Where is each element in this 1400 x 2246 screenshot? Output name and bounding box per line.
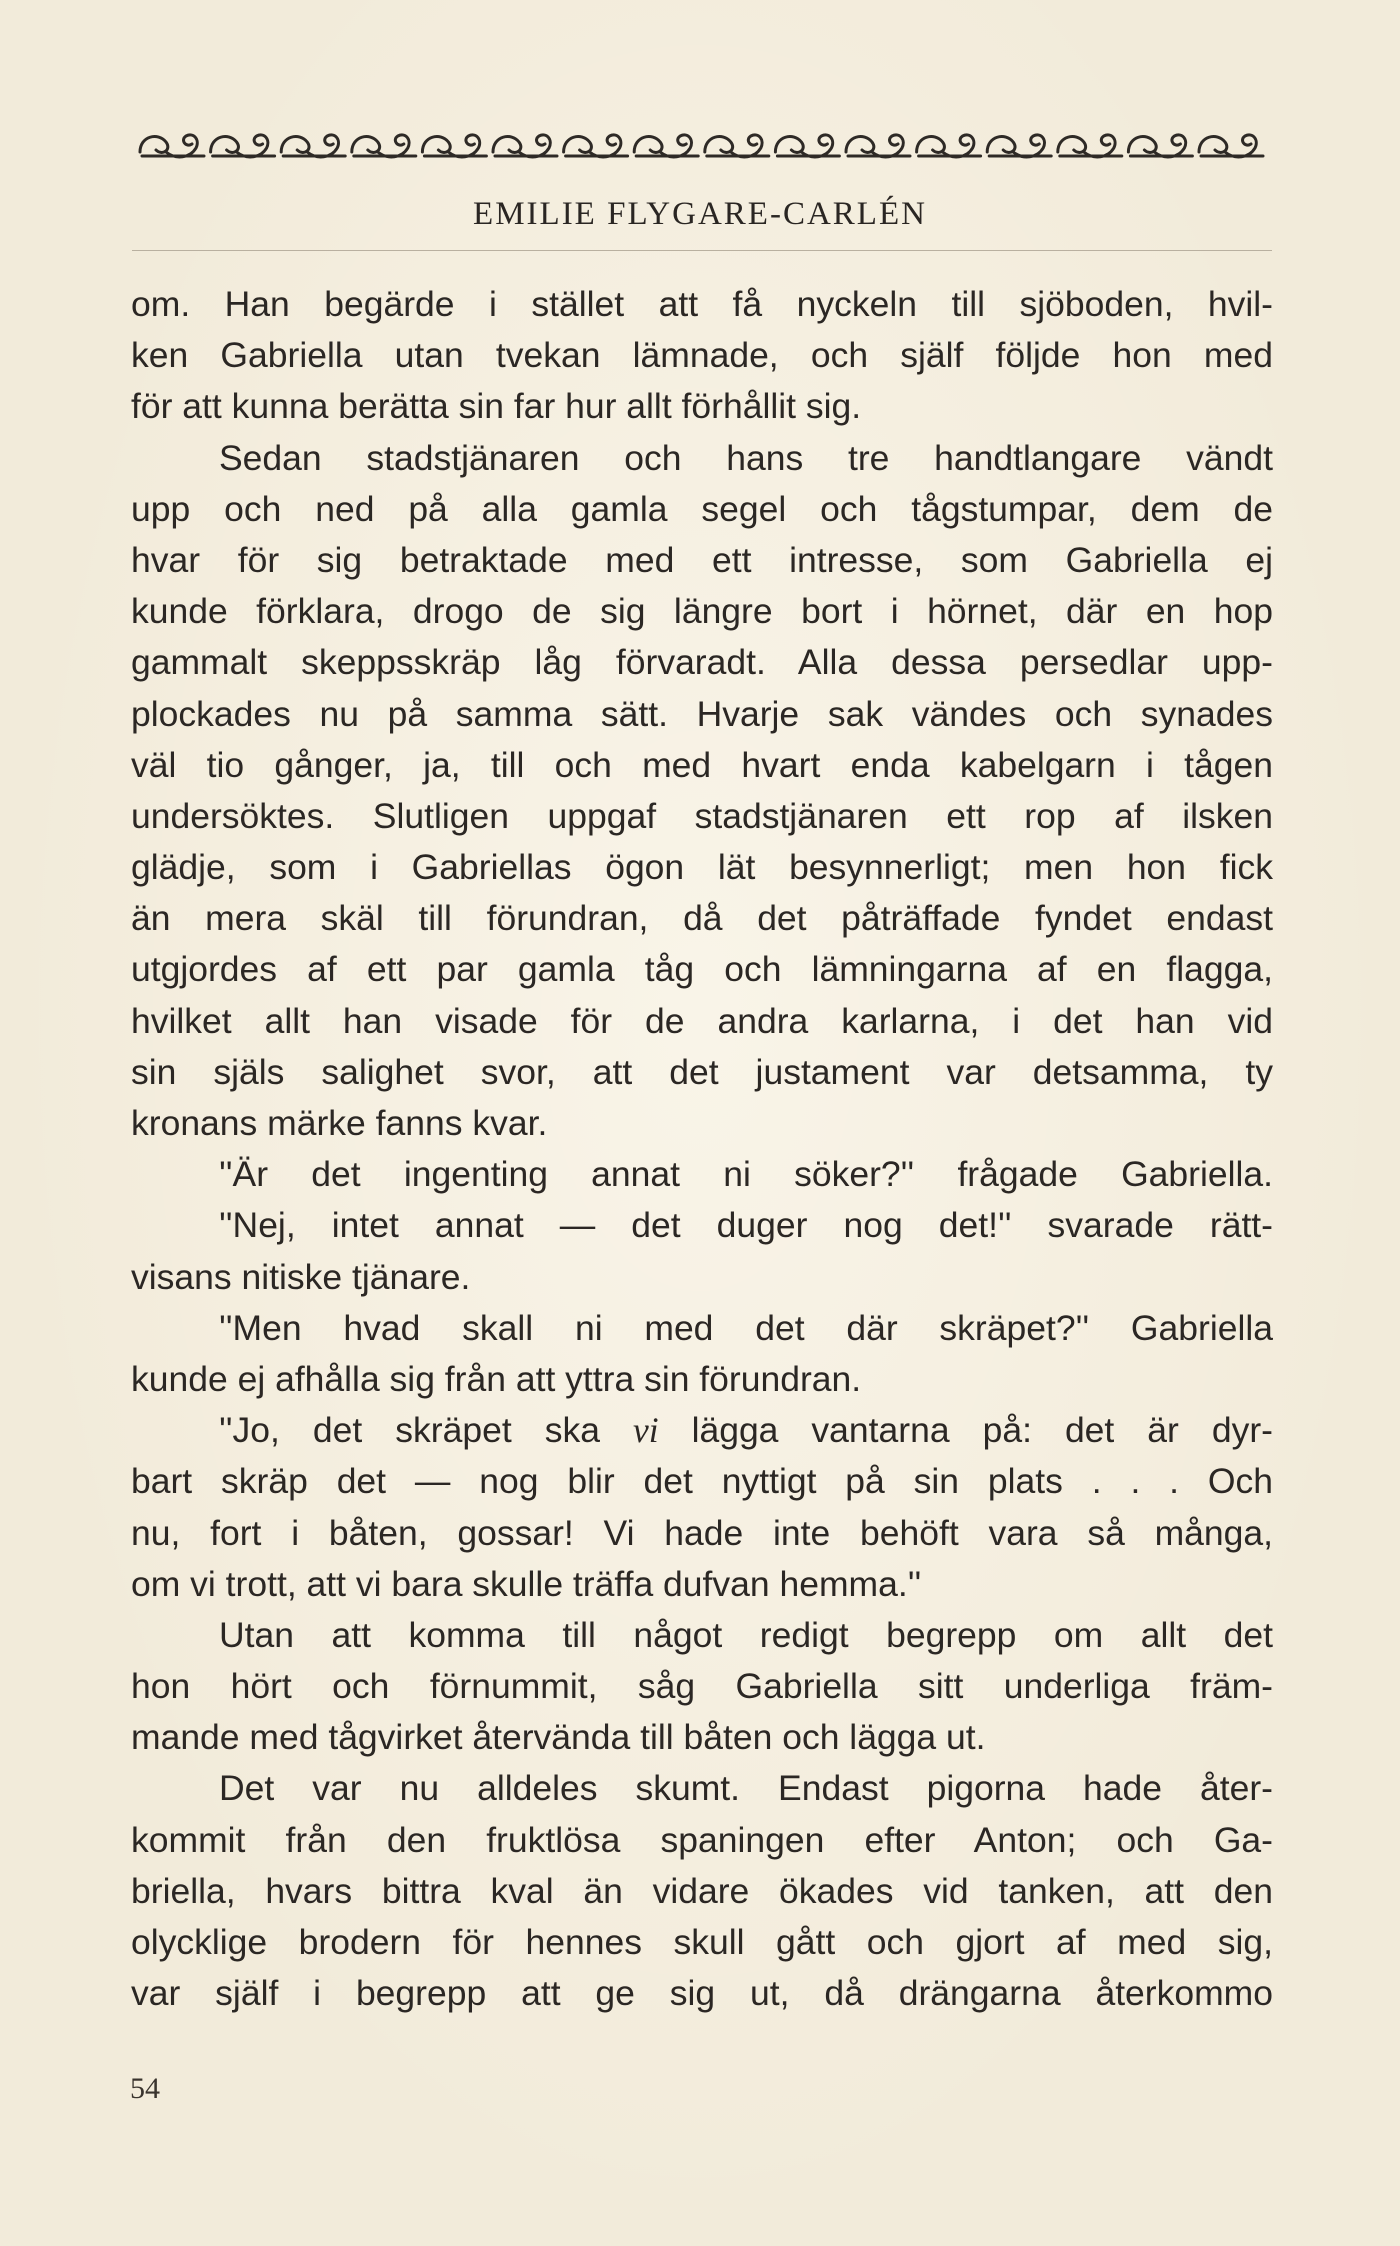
text-line: hvilket allt han visade för de andra karlarna, i det han vid <box>131 1000 1273 1041</box>
body-text <box>131 279 1273 2019</box>
text-line <box>131 1763 1273 1814</box>
wave-scroll-ornament <box>136 122 1266 168</box>
page-number: 54 <box>130 2072 160 2105</box>
text-line: om vi trott, att vi bara skulle träffa dufvan hemma.'' <box>131 1563 922 1604</box>
text-line-content: lägga vantarna på: det är dyr- <box>658 1410 1273 1451</box>
text-line-content: Det var nu alldeles skumt. Endast pigorna hade åter- <box>219 1768 1273 1809</box>
ornament-scroll <box>352 135 416 157</box>
header-rule <box>132 250 1272 251</box>
text-line <box>131 433 1273 484</box>
text-line: upp och ned på alla gamla segel och tågstumpar, dem de <box>131 488 1273 529</box>
ornament-scroll <box>1128 135 1192 157</box>
italic-word: vi <box>632 1410 659 1451</box>
text-line-content: ''Jo, det skräpet ska <box>219 1410 633 1451</box>
text-line-content: Sedan stadstjänaren och hans tre handtlangare vändt <box>219 437 1273 478</box>
text-line-content: ''Är det ingenting annat ni söker?'' frågade Gabriella. <box>219 1154 1273 1195</box>
running-head: EMILIE FLYGARE-CARLÉN <box>473 196 927 232</box>
text-line: sin själs salighet svor, att det justament var detsamma, ty <box>131 1051 1273 1092</box>
text-line-content: ''Nej, intet annat — det duger nog det!'' svarade rätt- <box>219 1205 1273 1246</box>
text-line: kommit från den fruktlösa spaningen efter Anton; och Ga- <box>131 1819 1273 1860</box>
text-line: undersöktes. Slutligen uppgaf stadstjänaren ett rop af ilsken <box>131 795 1273 836</box>
ornament-scroll <box>1058 135 1122 157</box>
text-line: väl tio gånger, ja, till och med hvart enda kabelgarn i tågen <box>131 744 1273 785</box>
ornament-scroll <box>493 135 557 157</box>
ornament-scroll <box>705 135 769 157</box>
ornament-scroll <box>564 135 628 157</box>
ornament-scroll <box>422 135 486 157</box>
text-line <box>131 1149 1273 1200</box>
ornament-scroll <box>775 135 839 157</box>
ornament-scroll <box>846 135 910 157</box>
ornament-scroll <box>987 135 1051 157</box>
text-line: kronans märke fanns kvar. <box>131 1103 548 1143</box>
text-line: hvar för sig betraktade med ett intresse, som Gabriella ej <box>131 539 1273 580</box>
text-line: var själf i begrepp att ge sig ut, då drängarna återkommo <box>131 1973 1273 2014</box>
text-line <box>131 1405 1273 1456</box>
text-line <box>131 1200 1273 1251</box>
text-line-content: ''Men hvad skall ni med det där skräpet?'' Gabriella <box>219 1307 1273 1348</box>
text-line: utgjordes af ett par gamla tåg och lämningarna af en flagga, <box>131 949 1273 990</box>
text-line: gammalt skeppsskräp låg förvaradt. Alla dessa persedlar upp- <box>131 642 1273 683</box>
text-line: bart skräp det — nog blir det nyttigt på sin plats . . . Och <box>131 1461 1273 1502</box>
text-line: mande med tågvirket återvända till båten och lägga ut. <box>131 1717 986 1758</box>
ornament-scroll <box>917 135 981 157</box>
text-line: nu, fort i båten, gossar! Vi hade inte behöft vara så många, <box>131 1512 1273 1553</box>
text-line: hon hört och förnummit, såg Gabriella sitt underliga främ- <box>131 1666 1273 1707</box>
ornament-scroll <box>281 135 345 157</box>
text-line <box>131 1610 1273 1661</box>
ornament-scroll <box>1199 135 1263 157</box>
text-line: kunde ej afhålla sig från att yttra sin förundran. <box>131 1358 862 1399</box>
text-line: briella, hvars bittra kval än vidare ökades vid tanken, att den <box>131 1870 1273 1911</box>
text-line: olycklige brodern för hennes skull gått och gjort af med sig, <box>131 1922 1273 1962</box>
text-line-content: Utan att komma till något redigt begrepp om allt det <box>219 1614 1273 1655</box>
text-line: visans nitiske tjänare. <box>131 1256 471 1297</box>
text-line: ken Gabriella utan tvekan lämnade, och själf följde hon med <box>131 335 1273 376</box>
ornament-scroll <box>634 135 698 157</box>
text-line: för att kunna berätta sin far hur allt förhållit sig. <box>131 386 862 427</box>
ornament-scroll <box>211 135 275 157</box>
ornament-scroll <box>140 135 204 157</box>
text-line: än mera skäl till förundran, då det påträffade fyndet endast <box>131 898 1273 939</box>
text-line: glädje, som i Gabriellas ögon lät besynnerligt; men hon fick <box>131 847 1273 888</box>
text-line: om. Han begärde i stället att få nyckeln till sjöboden, hvil- <box>131 284 1273 324</box>
text-line: kunde förklara, drogo de sig längre bort i hörnet, där en hop <box>131 591 1273 632</box>
text-line: plockades nu på samma sätt. Hvarje sak vändes och synades <box>131 693 1273 734</box>
text-line <box>131 1303 1273 1354</box>
